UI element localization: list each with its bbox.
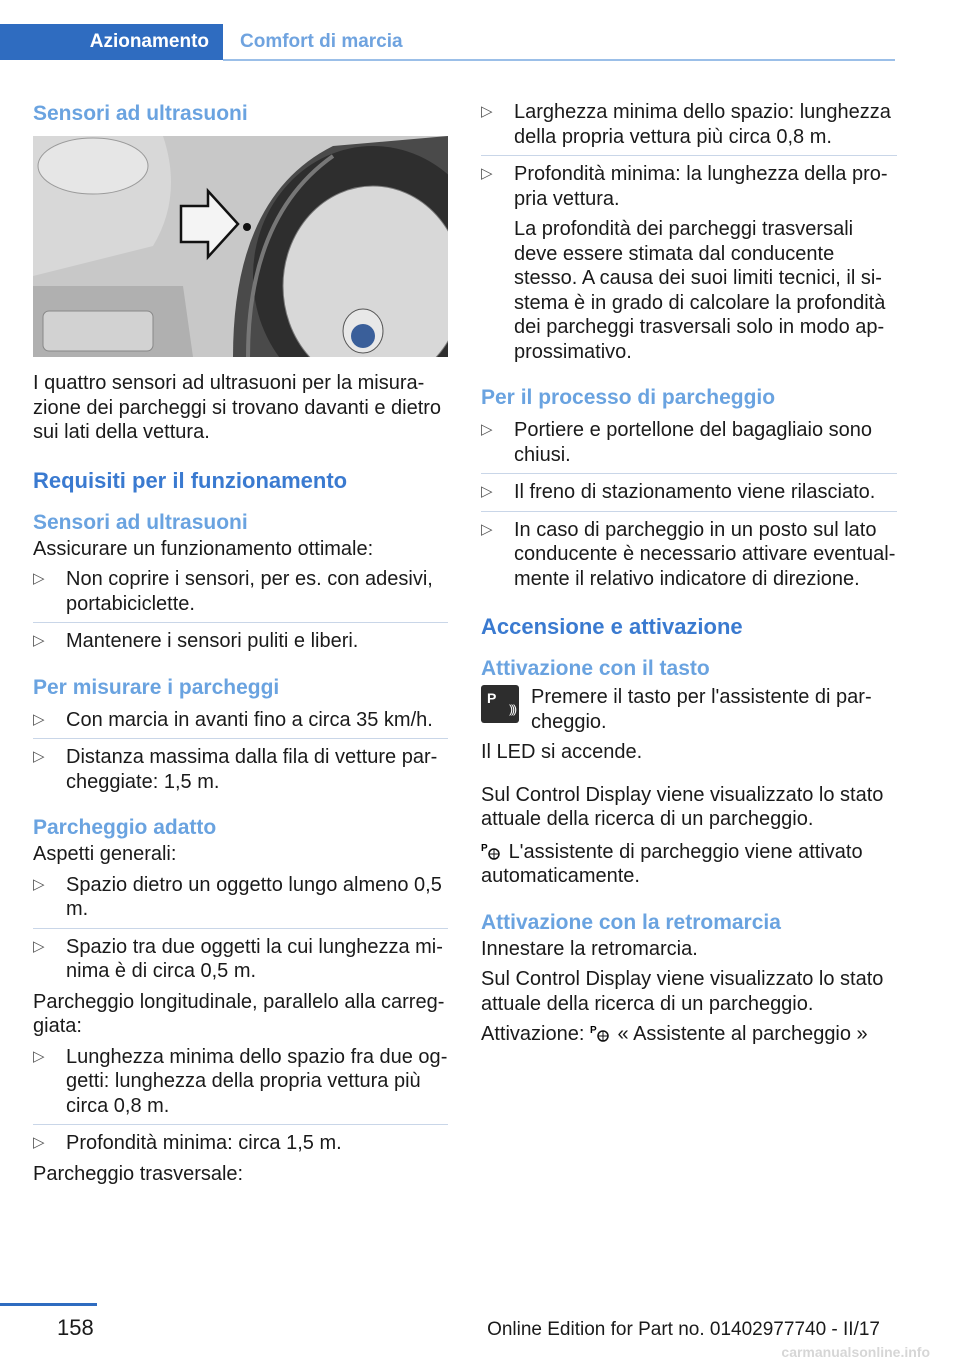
innestare-text: Innestare la retromarcia. — [481, 937, 698, 960]
trasversali-note: La profondità dei parcheggi trasversali deve essere stimata dal conducente stesso. A causa dei suoi limiti tecnici, il sistema è in grado di calcolare la profondità dei parcheggi trasversali solo in modo approssimativo. — [514, 218, 886, 363]
heading-processo: Per il processo di parcheggio — [481, 386, 776, 409]
edition-text: Online Edition for Part no. 01402977740 - II/17 — [487, 1319, 880, 1340]
footer-rule — [0, 1303, 97, 1306]
assicurare-text: Assicurare un funzionamento ottimale: — [33, 537, 374, 560]
attivazione-label: Attivazione: — [481, 1023, 585, 1045]
list-item: ▷ Profondità minima: la lunghezza della propria vettura. — [481, 162, 897, 211]
list-item: ▷ In caso di parcheggio in un posto sul lato conducente è necessario attivare eventualmente il relativo indicatore di direzione. — [481, 518, 897, 592]
heading-retromarcia: Attivazione con la retromarcia — [481, 910, 781, 934]
trasversale-text: Parcheggio trasversale: — [33, 1162, 244, 1185]
page-number: 158 — [57, 1315, 94, 1340]
assistente-text: L'assistente di parcheggio viene attivato automaticamente. — [481, 840, 863, 887]
header-rule — [223, 59, 895, 61]
control-display-text-2: Sul Control Display viene visualizzato lo stato attuale della ricerca di un parcheggio. — [481, 968, 884, 1015]
heading-sensori-2: Sensori ad ultrasuoni — [33, 510, 248, 534]
heading-requisiti: Requisiti per il funzionamento — [33, 467, 348, 493]
premere-text: Premere il tasto per l'assistente di parcheggio. — [531, 686, 872, 733]
heading-misurare: Per misurare i parcheggi — [33, 675, 280, 699]
control-display-text-1: Sul Control Display viene visualizzato lo stato attuale della ricerca di un parcheggio. — [481, 783, 884, 830]
svg-text:P: P — [589, 1025, 597, 1036]
heading-sensori: Sensori ad ultrasuoni — [33, 102, 248, 125]
svg-text:P: P — [481, 842, 488, 854]
list-item: ▷ Larghezza minima dello spazio: lunghezza della propria vettura più circa 0,8 m. — [481, 100, 897, 149]
right-column — [481, 100, 897, 1047]
list-item: ▷ Distanza massima dalla fila di vetture parcheggiate: 1,5 m. — [33, 745, 448, 794]
park-assist-menu-icon — [590, 1023, 612, 1043]
tab-comfort-di-marcia: Comfort di marcia — [240, 30, 403, 52]
led-text: Il LED si accende. — [481, 741, 643, 763]
list-item: ▷ Spazio tra due oggetti la cui lunghezza minima è di circa 0,5 m. — [33, 935, 448, 984]
heading-accensione: Accensione e attivazione — [481, 614, 743, 639]
heading-tasto: Attivazione con il tasto — [481, 657, 710, 680]
list-item: ▷ Lunghezza minima dello spazio fra due oggetti: lunghezza della propria vettura più circa 0,8 m. — [33, 1045, 448, 1119]
watermark: carmanualsonline.info — [781, 1344, 930, 1360]
list-item: ▷ Profondità minima: circa 1,5 m. — [33, 1131, 448, 1156]
list-item: ▷ Con marcia in avanti fino a circa 35 km/h. — [33, 708, 448, 733]
intro-text: I quattro sensori ad ultrasuoni per la misurazione dei parcheggi si trovano davanti e dietro sui lati della vettura. — [33, 372, 442, 443]
tab-azionamento: Azionamento — [0, 24, 223, 60]
longitudinale-text: Parcheggio longitudinale, parallelo alla carreggiata: — [33, 990, 445, 1037]
list-item: ▷ Non coprire i sensori, per es. con adesivi, portabiciclette. — [33, 567, 448, 616]
header-tabs — [0, 24, 895, 60]
list-item: ▷ Mantenere i sensori puliti e liberi. — [33, 629, 448, 654]
aspetti-text: Aspetti generali: — [33, 843, 177, 865]
list-item: ▷ Portiere e portellone del bagagliaio sono chiusi. — [481, 418, 897, 467]
attivazione-menu: « Assistente al parcheggio » — [617, 1023, 868, 1045]
park-assist-symbol-icon — [481, 841, 503, 861]
car-wheel-illustration — [33, 136, 448, 357]
park-assist-button-icon — [481, 685, 519, 723]
sensor-photo — [33, 136, 448, 357]
attivazione-row — [481, 1022, 897, 1047]
assistente-row — [481, 840, 897, 889]
heading-adatto: Parcheggio adatto — [33, 816, 217, 839]
list-item: ▷ Il freno di stazionamento viene rilasciato. — [481, 480, 897, 505]
list-item: ▷ Spazio dietro un oggetto lungo almeno 0,5 m. — [33, 873, 448, 922]
left-column — [33, 100, 448, 1186]
